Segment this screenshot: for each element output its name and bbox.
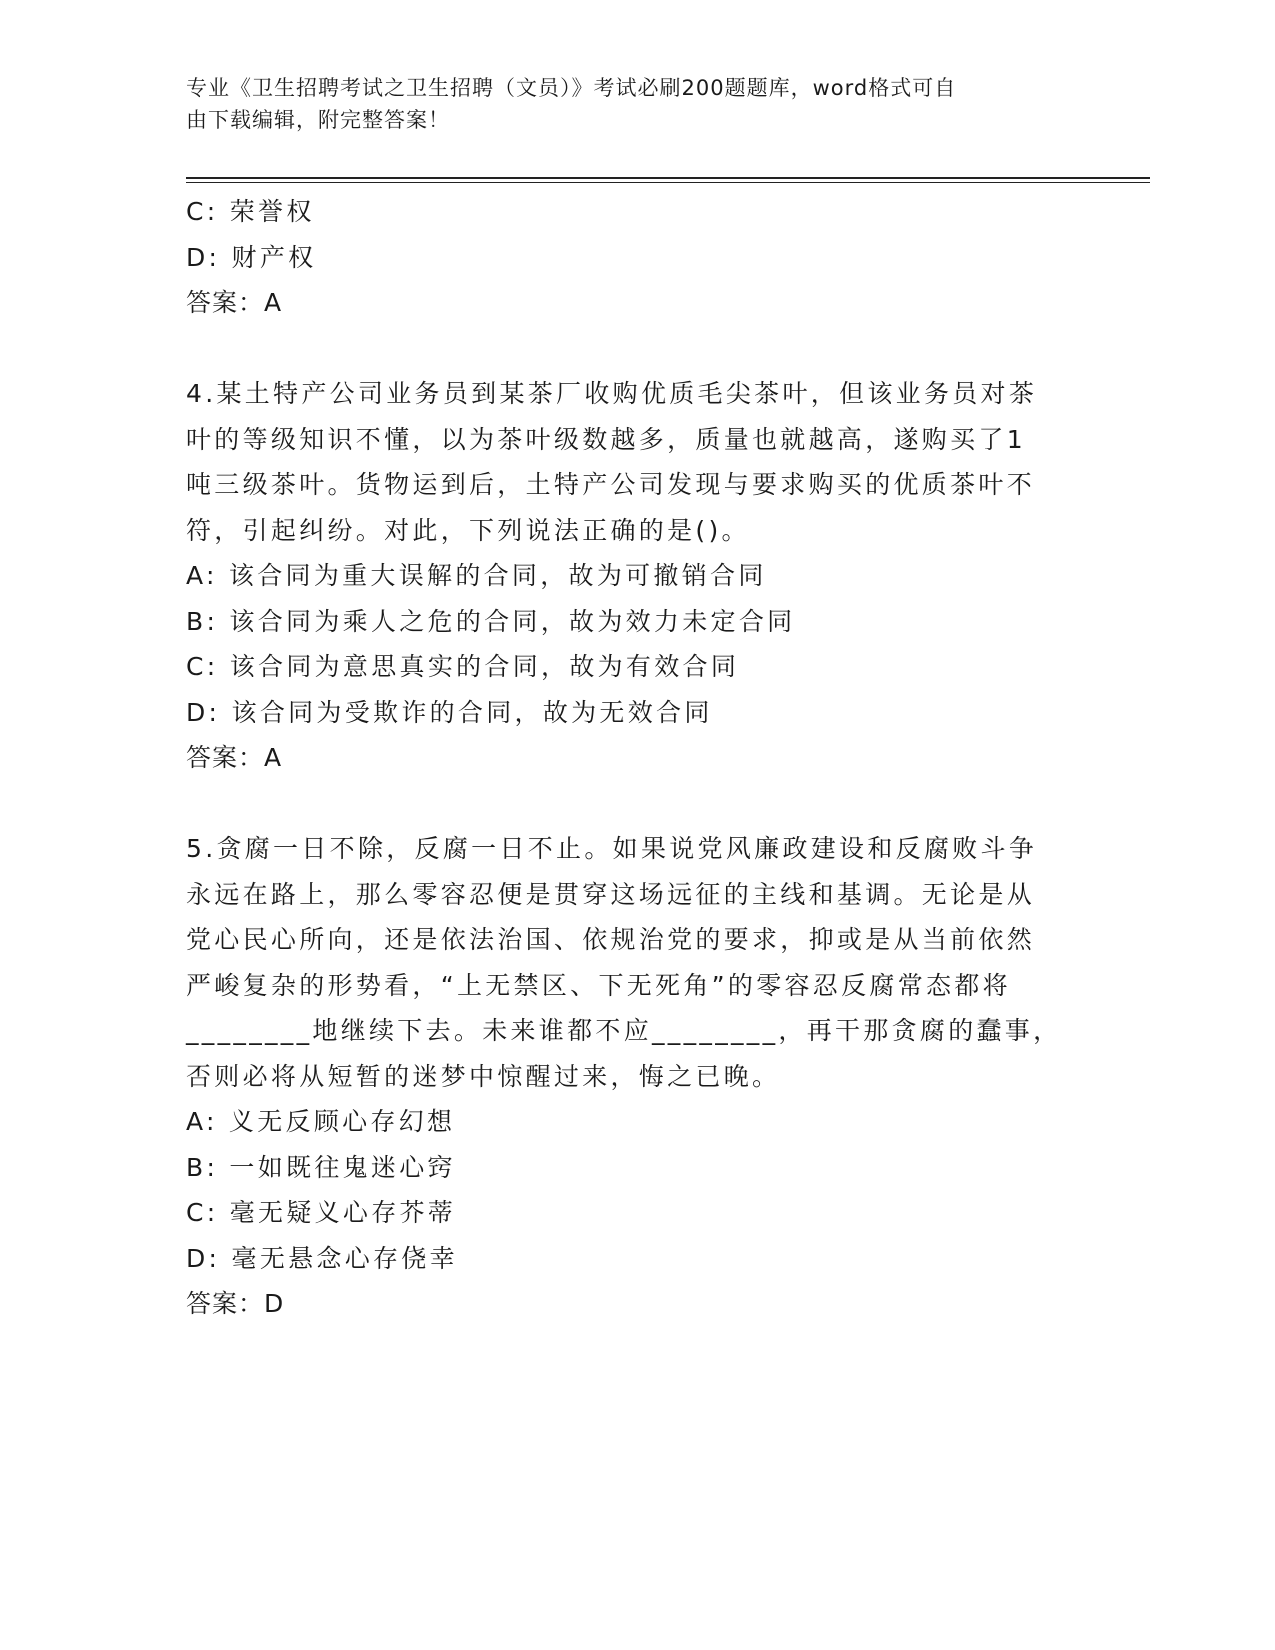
question-5 xyxy=(186,826,1066,1327)
question-4 xyxy=(186,371,1066,781)
q5-option-c: C: 毫无疑义心存芥蒂 xyxy=(186,1198,457,1227)
q3-answer: 答案：A xyxy=(186,288,283,317)
q5-stem-line: 5.贪腐一日不除，反腐一日不止。如果说党风廉政建设和反腐败斗争 xyxy=(186,834,1038,863)
q5-stem-line: 否则必将从短暂的迷梦中惊醒过来，悔之已晚。 xyxy=(186,1061,781,1091)
q5-answer: 答案：D xyxy=(186,1289,285,1318)
q4-option-b: B: 该合同为乘人之危的合同，故为效力未定合同 xyxy=(186,606,796,636)
document-header xyxy=(186,72,1066,136)
spacer xyxy=(186,781,1066,827)
q4-stem-line: 叶的等级知识不懂，以为茶叶级数越多，质量也就越高，遂购买了1 xyxy=(186,424,1026,454)
header-divider-thick xyxy=(186,177,1150,179)
q4-option-c: C: 该合同为意思真实的合同，故为有效合同 xyxy=(186,652,740,681)
document-body xyxy=(186,189,1066,1327)
q5-stem-line: 永远在路上，那么零容忍便是贯穿这场远征的主线和基调。无论是从 xyxy=(186,879,1036,909)
q4-option-a: A: 该合同为重大误解的合同，故为可撤销合同 xyxy=(186,561,767,590)
q3-option-c: C: 荣誉权 xyxy=(186,197,315,226)
question-3 xyxy=(186,189,1066,326)
header-line-2: 由下载编辑，附完整答案！ xyxy=(186,108,450,132)
q5-option-d: D: 毫无悬念心存侥幸 xyxy=(186,1243,458,1273)
q5-option-a: A: 义无反顾心存幻想 xyxy=(186,1107,456,1136)
q3-option-d: D: 财产权 xyxy=(186,242,317,272)
q4-answer: 答案：A xyxy=(186,743,283,772)
spacer xyxy=(186,326,1066,372)
q5-stem-line: 党心民心所向，还是依法治国、依规治党的要求，抑或是从当前依然 xyxy=(186,925,1036,954)
q5-stem-line: 严峻复杂的形势看，“上无禁区、下无死角”的零容忍反腐常态都将 xyxy=(186,970,1011,1000)
header-divider-thin xyxy=(186,182,1150,183)
q5-option-b: B: 一如既往鬼迷心窍 xyxy=(186,1152,456,1182)
q4-stem-line: 符，引起纠纷。对此，下列说法正确的是()。 xyxy=(186,515,750,545)
q4-stem-line: 吨三级茶叶。货物运到后，土特产公司发现与要求购买的优质茶叶不 xyxy=(186,470,1036,499)
q5-stem-line: ________地继续下去。未来谁都不应________，再干那贪腐的蠢事， xyxy=(186,1016,1062,1045)
q4-option-d: D: 该合同为受欺诈的合同，故为无效合同 xyxy=(186,697,713,727)
header-line-1: 专业《卫生招聘考试之卫生招聘（文员）》考试必刷200题题库，word格式可自 xyxy=(186,76,957,100)
q4-stem-line: 4.某土特产公司业务员到某茶厂收购优质毛尖茶叶，但该业务员对茶 xyxy=(186,379,1038,408)
